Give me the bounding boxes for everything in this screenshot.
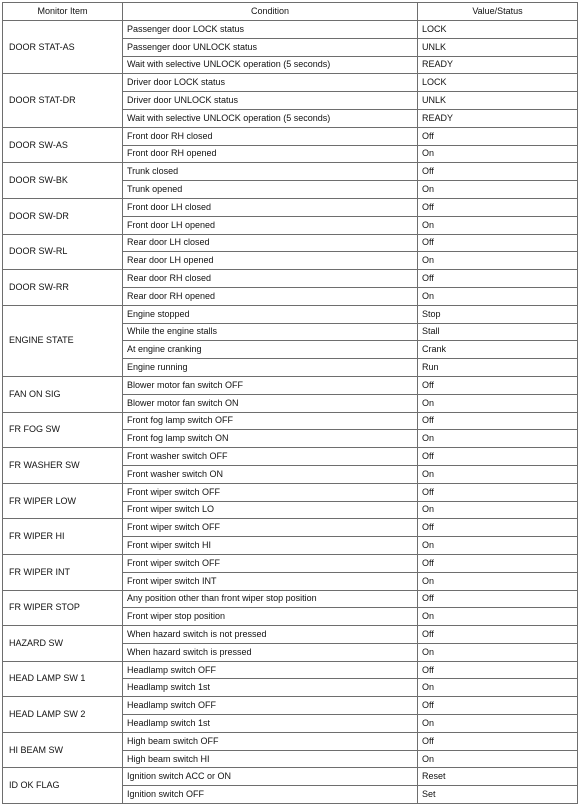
condition-cell: Headlamp switch OFF [123,661,418,679]
condition-cell: Front door LH closed [123,198,418,216]
table-header [3,3,578,21]
value-status-cell: On [418,216,578,234]
monitor-item-cell: FR WIPER STOP [3,590,123,626]
condition-cell: Trunk opened [123,181,418,199]
table-row [3,234,578,252]
condition-cell: Wait with selective UNLOCK operation (5 seconds) [123,56,418,74]
value-status-cell: On [418,608,578,626]
header-condition: Condition [123,3,418,21]
table-row [3,74,578,92]
value-status-cell: On [418,465,578,483]
condition-cell: Front wiper switch LO [123,501,418,519]
value-status-cell: LOCK [418,21,578,39]
value-status-cell: Run [418,359,578,377]
table-row [3,519,578,537]
condition-cell: Front wiper switch OFF [123,554,418,572]
monitor-item-cell: HI BEAM SW [3,732,123,768]
value-status-cell: Off [418,198,578,216]
table-row [3,198,578,216]
monitor-item-cell: FR WIPER INT [3,554,123,590]
value-status-cell: On [418,252,578,270]
monitor-item-cell: DOOR SW-AS [3,127,123,163]
value-status-cell: Off [418,732,578,750]
table-row [3,590,578,608]
value-status-cell: On [418,430,578,448]
condition-cell: Front wiper switch INT [123,572,418,590]
condition-cell: Engine stopped [123,305,418,323]
condition-cell: Front door RH opened [123,145,418,163]
value-status-cell: On [418,287,578,305]
monitor-item-cell: FR WASHER SW [3,448,123,484]
condition-cell: Front washer switch ON [123,465,418,483]
value-status-cell: Off [418,127,578,145]
table-row [3,661,578,679]
table-row [3,412,578,430]
monitor-item-cell: DOOR SW-RR [3,270,123,306]
monitor-item-cell: DOOR SW-BK [3,163,123,199]
value-status-cell: On [418,501,578,519]
table-row [3,21,578,39]
condition-cell: Ignition switch ACC or ON [123,768,418,786]
condition-cell: Headlamp switch OFF [123,697,418,715]
condition-cell: When hazard switch is pressed [123,643,418,661]
monitor-item-cell: DOOR STAT-AS [3,21,123,74]
value-status-cell: Off [418,163,578,181]
monitor-item-cell: DOOR SW-DR [3,198,123,234]
condition-cell: Front door RH closed [123,127,418,145]
table-row [3,305,578,323]
value-status-cell: On [418,537,578,555]
value-status-cell: Off [418,270,578,288]
condition-cell: Front wiper switch OFF [123,483,418,501]
value-status-cell: On [418,394,578,412]
table-row [3,626,578,644]
table-row [3,732,578,750]
table-row [3,554,578,572]
value-status-cell: Stall [418,323,578,341]
header-monitor-item: Monitor Item [3,3,123,21]
monitor-item-cell: FR FOG SW [3,412,123,448]
monitor-item-cell: DOOR STAT-DR [3,74,123,127]
condition-cell: Engine running [123,359,418,377]
monitor-item-table [2,2,578,804]
value-status-cell: Crank [418,341,578,359]
condition-cell: At engine cranking [123,341,418,359]
monitor-item-cell: FR WIPER LOW [3,483,123,519]
condition-cell: High beam switch HI [123,750,418,768]
value-status-cell: On [418,145,578,163]
condition-cell: Passenger door LOCK status [123,21,418,39]
value-status-cell: Off [418,590,578,608]
value-status-cell: On [418,181,578,199]
monitor-item-cell: ENGINE STATE [3,305,123,376]
value-status-cell: READY [418,109,578,127]
value-status-cell: READY [418,56,578,74]
value-status-cell: Off [418,554,578,572]
value-status-cell: Off [418,626,578,644]
monitor-item-cell: FR WIPER HI [3,519,123,555]
value-status-cell: On [418,572,578,590]
value-status-cell: Reset [418,768,578,786]
monitor-item-cell: ID OK FLAG [3,768,123,804]
value-status-cell: Set [418,786,578,804]
value-status-cell: UNLK [418,92,578,110]
condition-cell: Front door LH opened [123,216,418,234]
condition-cell: Blower motor fan switch ON [123,394,418,412]
monitor-item-cell: HEAD LAMP SW 2 [3,697,123,733]
value-status-cell: Stop [418,305,578,323]
condition-cell: Front wiper switch HI [123,537,418,555]
condition-cell: Headlamp switch 1st [123,679,418,697]
table-row [3,163,578,181]
condition-cell: Rear door RH closed [123,270,418,288]
condition-cell: Wait with selective UNLOCK operation (5 seconds) [123,109,418,127]
value-status-cell: On [418,750,578,768]
condition-cell: Trunk closed [123,163,418,181]
monitor-item-cell: FAN ON SIG [3,376,123,412]
value-status-cell: Off [418,483,578,501]
condition-cell: Front washer switch OFF [123,448,418,466]
table-row [3,127,578,145]
table-row [3,768,578,786]
value-status-cell: Off [418,376,578,394]
condition-cell: Driver door UNLOCK status [123,92,418,110]
header-row [3,3,578,21]
table-row [3,697,578,715]
condition-cell: Passenger door UNLOCK status [123,38,418,56]
value-status-cell: Off [418,234,578,252]
monitor-table-container [2,2,578,804]
condition-cell: Headlamp switch 1st [123,715,418,733]
table-row [3,483,578,501]
value-status-cell: Off [418,661,578,679]
condition-cell: Rear door RH opened [123,287,418,305]
condition-cell: Rear door LH closed [123,234,418,252]
monitor-item-cell: HEAD LAMP SW 1 [3,661,123,697]
monitor-item-cell: DOOR SW-RL [3,234,123,270]
condition-cell: While the engine stalls [123,323,418,341]
value-status-cell: Off [418,412,578,430]
value-status-cell: LOCK [418,74,578,92]
condition-cell: Front wiper switch OFF [123,519,418,537]
value-status-cell: Off [418,448,578,466]
value-status-cell: UNLK [418,38,578,56]
condition-cell: High beam switch OFF [123,732,418,750]
table-row [3,376,578,394]
header-value-status: Value/Status [418,3,578,21]
table-body [3,21,578,804]
table-row [3,270,578,288]
condition-cell: Blower motor fan switch OFF [123,376,418,394]
condition-cell: When hazard switch is not pressed [123,626,418,644]
condition-cell: Front fog lamp switch OFF [123,412,418,430]
monitor-item-cell: HAZARD SW [3,626,123,662]
value-status-cell: On [418,679,578,697]
condition-cell: Front wiper stop position [123,608,418,626]
condition-cell: Driver door LOCK status [123,74,418,92]
value-status-cell: Off [418,697,578,715]
value-status-cell: On [418,643,578,661]
value-status-cell: On [418,715,578,733]
condition-cell: Front fog lamp switch ON [123,430,418,448]
condition-cell: Ignition switch OFF [123,786,418,804]
table-row [3,448,578,466]
condition-cell: Rear door LH opened [123,252,418,270]
value-status-cell: Off [418,519,578,537]
condition-cell: Any position other than front wiper stop position [123,590,418,608]
